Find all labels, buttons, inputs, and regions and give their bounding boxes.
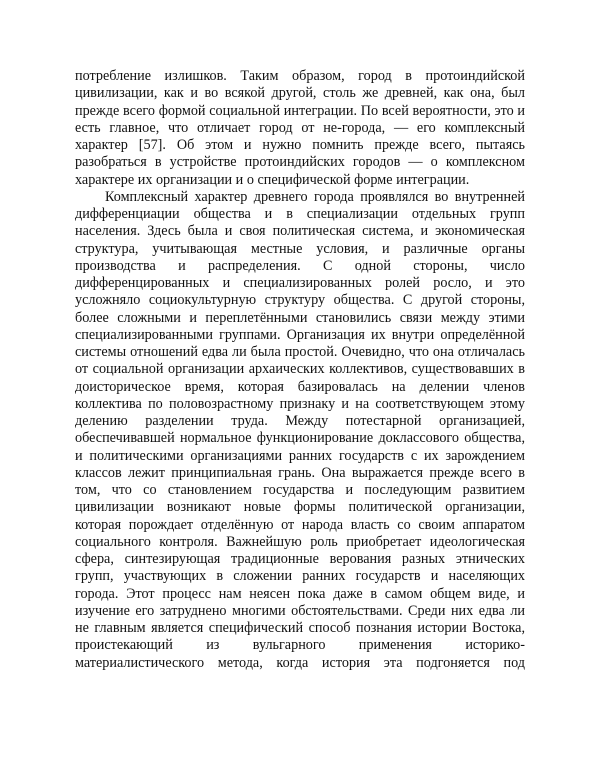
paragraph-2: Комплексный характер древнего города проявлялся во внутренней дифференциации общества и в специализации отдельных групп населения. Здесь была и своя политическая система, и экономическая структура, учитывающая местные условия, и различные органы производства и распределения. С одной стороны, число дифференцированных и специализированных ролей росло, и это усложняло социокультурную структуру общества. С другой стороны, более сложными и переплетёнными становились связи между этими специализированными группами. Организация их внутри определённой системы отношений едва ли была простой. Очевидно, что она отличалась от социальной организации архаических коллективов, существовавших в доисторическое время, которая базировалась на делении членов коллектива по половозрастному признаку и на соответствующем этому делению разделении труда. Между потестарной организацией, обеспечивавшей нормальное функционирование доклассового общества, и политическими организациями ранних государств с их зарождением классов лежит принципиальная грань. Она выражается прежде всего в том, что со становлением государства и последующим развитием цивилизации возникают новые формы политической организации, которая порождает отделённую от народа власть со своим аппаратом социального контроля. Важнейшую роль приобретает идеологическая сфера, синтезирующая традиционные верования разных этнических групп, участвующих в сложении ранних государств и населяющих города. Этот процесс нам неясен пока даже в самом общем виде, и изучение его затруднено многими обстоятельствами. Среди них едва ли не главным является специфический способ познания истории Востока, проистекающий из вульгарного применения историко-материалистического метода, когда история эта подгоняется под <box>75 188 525 671</box>
body-text <box>75 68 525 672</box>
paragraph-1: потребление излишков. Таким образом, город в протоиндийской цивилизации, как и во всякой другой, столь же древней, как она, был прежде всего формой социальной интеграции. По всей вероятности, это и есть главное, что отличает город от не-города, — его комплексный характер [57]. Об этом и нужно помнить прежде всего, пытаясь разобраться в устройстве протоиндийских городов — о комплексном характере их организации и о специфической форме интеграции. <box>75 68 525 188</box>
